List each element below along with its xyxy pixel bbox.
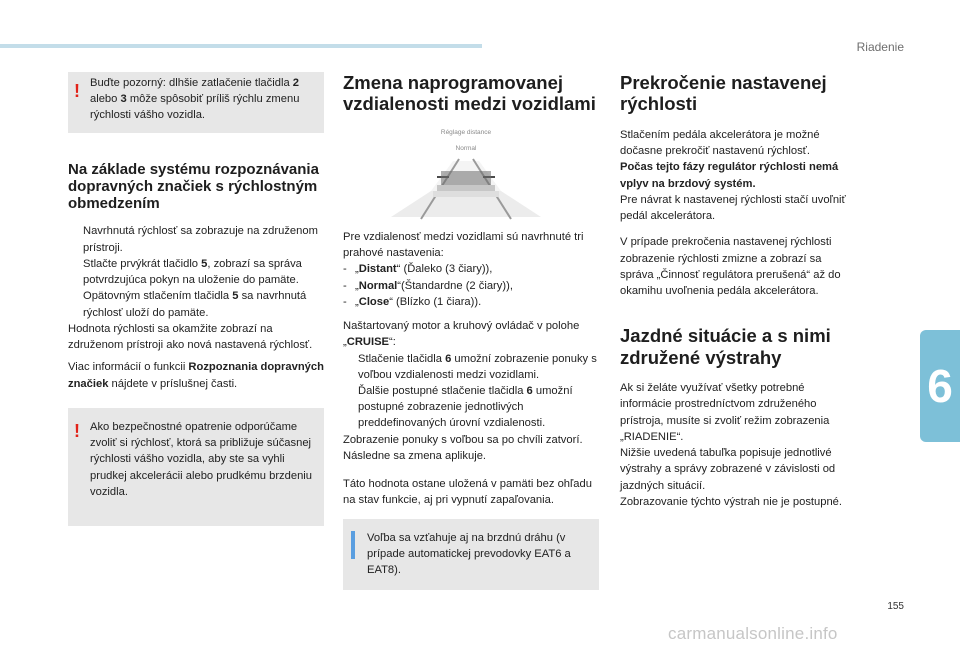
list-item: Navrhnutá rýchlosť sa zobrazuje na združenom prístroji.: [83, 225, 318, 254]
paragraph: Stlačením pedála akcelerátora je možné dočasne prekročiť nastavenú rýchlosť.: [620, 128, 820, 158]
info-text: Voľba sa vzťahuje aj na brzdnú dráhu (v prípade automatickej prevodovky EAT6 a EAT8).: [367, 531, 571, 577]
section-title: Riadenie: [856, 40, 904, 54]
paragraph: Táto hodnota ostane uložená v pamäti bez ohľadu na stav funkcie, aj pri vypnutí zapaľovania.: [343, 478, 592, 507]
chapter-tab: 6: [920, 330, 960, 442]
paragraph: Naštartovaný motor a kruhový ovládač v polohe „CRUISE“:: [343, 320, 580, 349]
column-2: [343, 72, 599, 590]
paragraph: Pre návrat k nastavenej rýchlosti stačí uvoľniť pedál akcelerátora.: [620, 193, 846, 223]
exclamation-icon: !: [74, 420, 80, 441]
paragraph: Pre vzdialenosť medzi vozidlami sú navrhnuté tri prahové nastavenia:: [343, 230, 584, 260]
warning-box-2: [68, 408, 324, 526]
column-3: [620, 72, 856, 510]
paragraph: Ak si želáte využívať všetky potrebné informácie prostredníctvom združeného prístroja, musíte si zvoliť režim zobrazenia „RIADENIE“.: [620, 382, 830, 443]
list-item: Ďalšie postupné stlačenie tlačidla 6 umožní postupné zobrazenie jednotlivých preddefinovaných úrovní vzdialenosti.: [358, 385, 573, 430]
warning-box-1: [68, 72, 324, 133]
figure-mode: Normal: [455, 144, 477, 152]
info-box: [343, 519, 599, 591]
exclamation-icon: !: [74, 81, 80, 101]
distance-setting-illustration: [383, 123, 549, 223]
page-number: 155: [887, 601, 904, 612]
warning-text-1: Buďte pozorný: dlhšie zatlačenie tlačidla 2 alebo 3 môže spôsobiť príliš rýchlu zmenu rýchlosti vášho vozidla.: [90, 77, 300, 122]
paragraph: Hodnota rýchlosti sa okamžite zobrazí na združenom prístroji ako nová nastavená rýchlosť.: [68, 322, 313, 352]
list-item: - „Close“ (Blízko (1 čiara)).: [343, 295, 482, 308]
watermark: carmanualsonline.info: [668, 624, 838, 643]
section-heading: Jazdné situácie a s nimi združené výstrahy: [620, 325, 831, 368]
list-item: Stlačte prvýkrát tlačidlo 5, zobrazí sa správa potvrdzujúca pokyn na uloženie do pamäte.: [83, 257, 302, 287]
list-item: - „Normal“(Štandardne (2 čiary)),: [343, 279, 513, 292]
paragraph: Nižšie uvedená tabuľka popisuje jednotlivé výstrahy a správy zobrazené v závislosti od jazdných situácií.: [620, 447, 836, 492]
info-bar-icon: [351, 531, 355, 559]
list-item: - „Distant“ (Ďaleko (3 čiary)),: [343, 263, 493, 276]
column-1: [68, 72, 324, 526]
warning-text-2: Ako bezpečnostné opatrenie odporúčame zvoliť si rýchlosť, ktorá sa približuje súčasnej rýchlosti vášho vozidla, aby ste sa vyhli prudkej akcelerácii alebo prudkému brzdeniu vozidla.: [90, 420, 313, 498]
paragraph: Viac informácií o funkcii Rozpoznania dopravných značiek nájdete v príslušnej časti.: [68, 361, 324, 390]
paragraph: Počas tejto fázy regulátor rýchlosti nemá vplyv na brzdový systém.: [620, 161, 839, 190]
section-heading: Na základe systému rozpoznávania dopravných značiek s rýchlostným obmedzením: [68, 160, 319, 213]
paragraph: Zobrazovanie týchto výstrah nie je postupné.: [620, 495, 843, 508]
list-item: Stlačenie tlačidla 6 umožní zobrazenie ponuky s voľbou vzdialenosti medzi vozidlami.: [358, 352, 597, 381]
section-heading: Zmena naprogramovanej vzdialenosti medzi vozidlami: [343, 72, 596, 115]
paragraph: V prípade prekročenia nastavenej rýchlosti zobrazenie rýchlosti zmizne a zobrazí sa správa „Činnosť regulátora prerušená“ až do okamihu uvoľnenia pedála akcelerátora.: [620, 236, 841, 298]
figure-title: Réglage distance: [440, 128, 492, 136]
paragraph: Zobrazenie ponuky s voľbou sa po chvíli zatvorí.: [343, 433, 583, 446]
list-item: Opätovným stlačením tlačidla 5 sa navrhnutá rýchlosť uloží do pamäte.: [83, 290, 307, 319]
header-accent-bar: [0, 44, 482, 48]
section-heading: Prekročenie nastavenej rýchlosti: [620, 72, 827, 115]
paragraph: Následne sa zmena aplikuje.: [343, 449, 487, 462]
